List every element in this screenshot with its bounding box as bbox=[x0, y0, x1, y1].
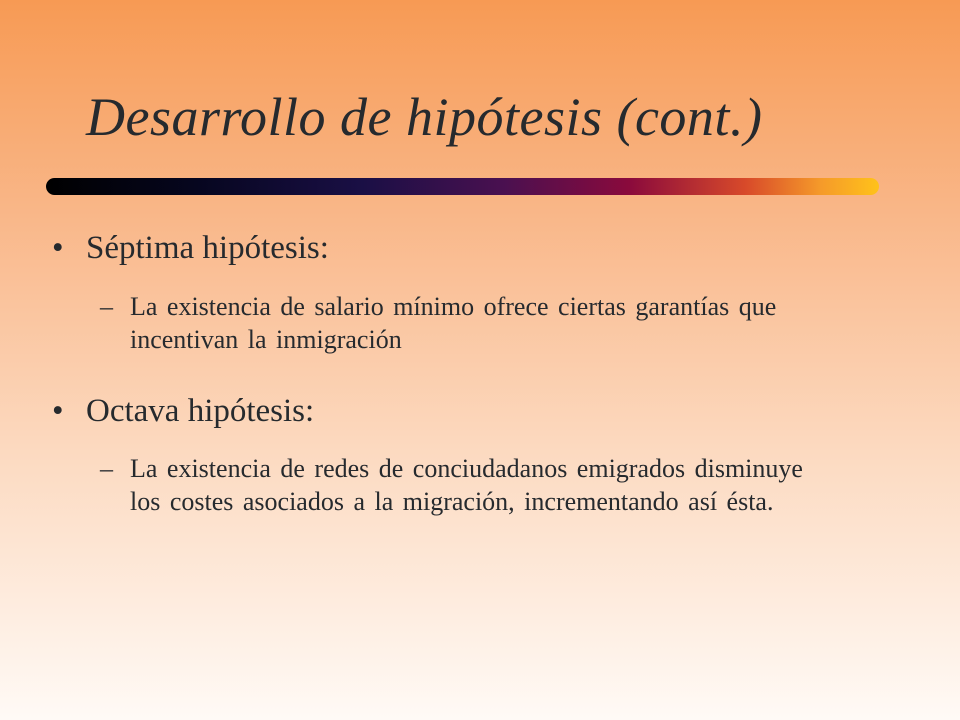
sub-item-1 bbox=[100, 290, 820, 356]
bullet-item-1 bbox=[52, 228, 329, 268]
sub-item-text: La existencia de salario mínimo ofrece ciertas garantías que incentivan la inmigración bbox=[130, 292, 777, 354]
sub-item-2 bbox=[100, 452, 820, 518]
bullet-dot-icon: • bbox=[52, 230, 64, 266]
dash-marker: – bbox=[100, 454, 113, 483]
bullet-dot-icon: • bbox=[52, 393, 64, 429]
sub-item-text: La existencia de redes de conciudadanos emigrados disminuye los costes asociados a la migración, incrementando así ésta. bbox=[130, 454, 803, 516]
bullet-label: Octava hipótesis: bbox=[86, 393, 315, 429]
bullet-label: Séptima hipótesis: bbox=[86, 230, 329, 266]
slide-title: Desarrollo de hipótesis (cont.) bbox=[86, 87, 763, 147]
bullet-item-2 bbox=[52, 391, 314, 431]
dash-marker: – bbox=[100, 292, 113, 321]
